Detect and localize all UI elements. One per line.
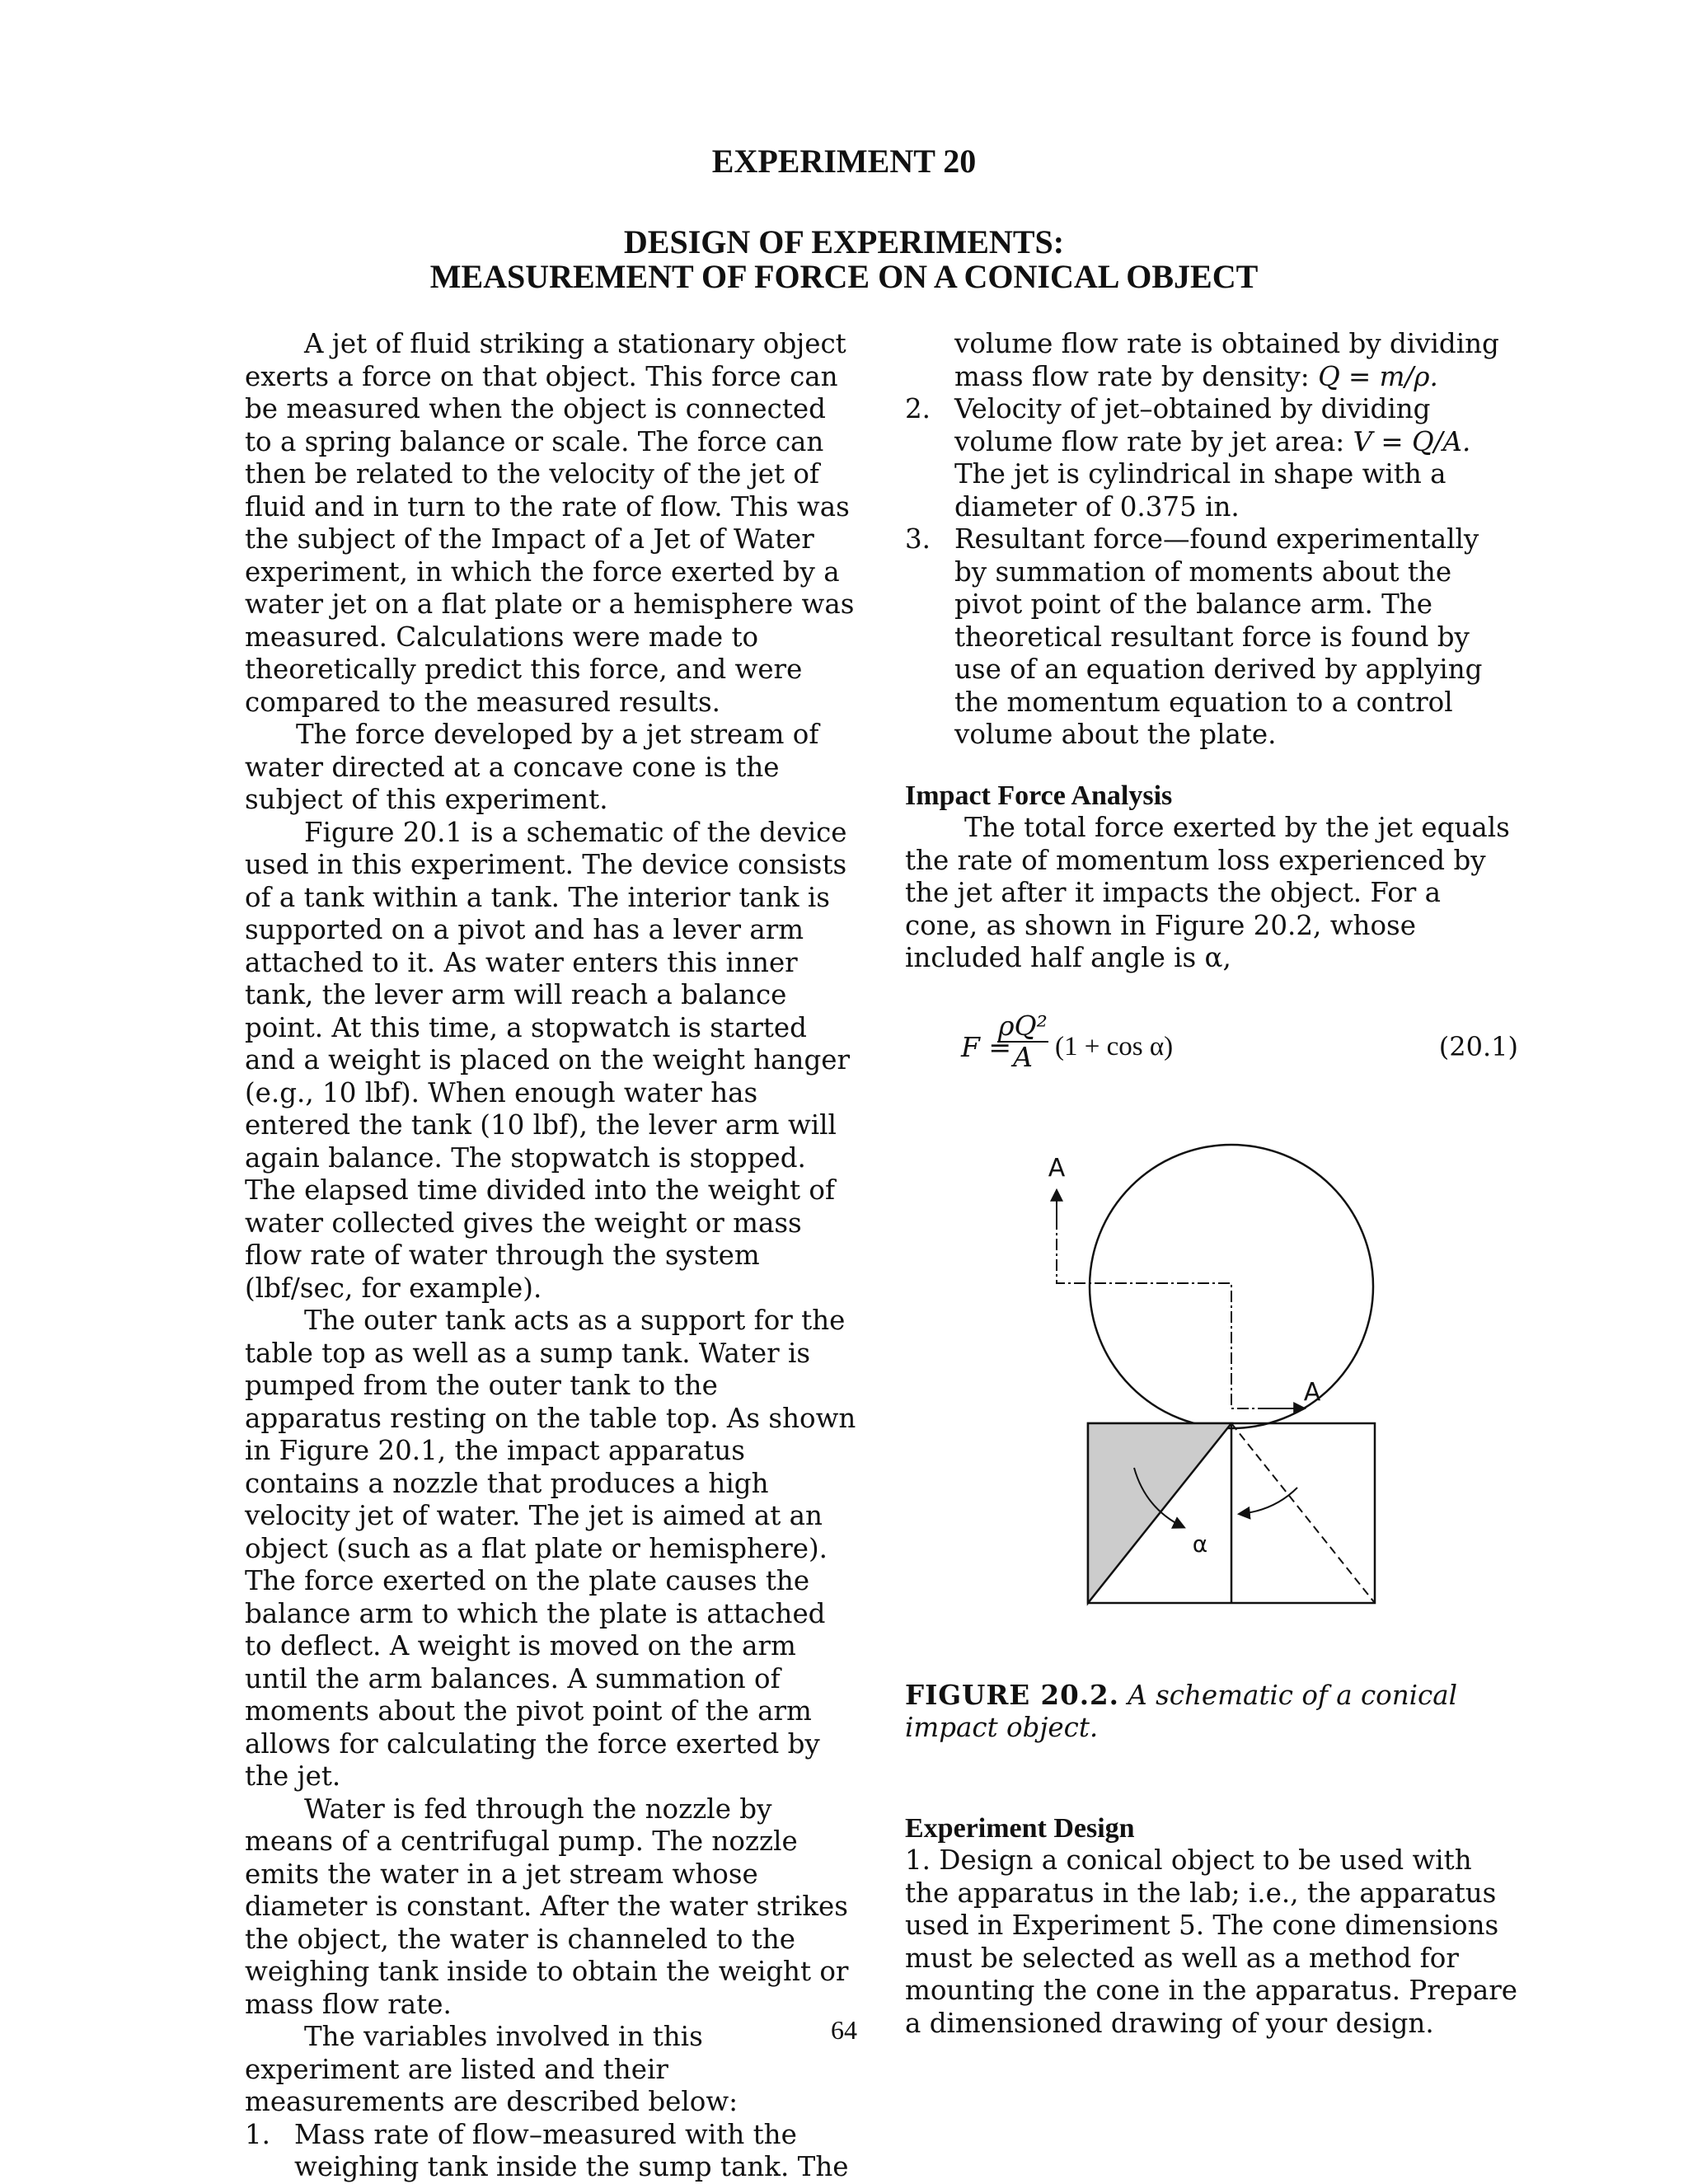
page-title-line2: MEASUREMENT OF FORCE ON A CONICAL OBJECT <box>429 258 1259 295</box>
equation-numerator: ρQ² <box>998 1009 1048 1042</box>
list-item-text: Resultant force—found experimentally by summation of moments about the pivot point of the balance arm. The theoretical resultant force is found by use of an equation derived by applying the momentum equation to a control volume about the plate. <box>954 523 1483 750</box>
cone-mirror-dashed-line <box>1231 1423 1375 1603</box>
angle-arc-arrow <box>1240 1488 1297 1514</box>
paragraph-impact: The total force exerted by the jet equals the rate of momentum loss experienced by the jet after it impacts the object. For a cone, as shown in Figure 20.2, whose included half angle is α, <box>905 812 1510 973</box>
list-item-text: Velocity of jet–obtained by dividing volume flow rate by jet area: <box>954 393 1431 457</box>
list-item-resultant-force <box>905 523 1518 752</box>
list-number: 1. <box>245 2118 271 2150</box>
paragraph-pump: Water is fed through the nozzle by means of a centrifugal pump. The nozzle emits the water in a jet stream whose diameter is constant. After the water strikes the object, the water is channeled to the weighing tank inside to obtain the weight or mass flow rate. <box>245 1793 849 2020</box>
caption-label: FIGURE 20.2. <box>905 1678 1119 1711</box>
section-heading-design: Experiment Design <box>905 1812 1135 1844</box>
paragraph-variables: The variables involved in this experiment are listed and their measurements are described below: <box>245 2021 738 2117</box>
list-number: 3. <box>905 523 931 555</box>
paragraph-outer-tank: The outer tank acts as a support for the table top as well as a sump tank. Water is pumped from the outer tank to the apparatus resting on the table top. As shown in Figure 20.1, the impact apparatus contains a nozzle that produces a high velocity jet of water. The jet is aimed at an object (such as a flat plate or hemisphere). The force exerted on the plate causes the balance arm to which the plate is attached to deflect. A weight is moved on the arm until the arm balances. A summation of moments about the pivot point of the arm allows for calculating the force exerted by the jet. <box>245 1305 856 1792</box>
list-item-mass-flow-continued <box>905 328 1518 393</box>
page-number: 64 <box>831 2015 857 2045</box>
formula-volume-flow: Q = m/ρ. <box>1318 360 1438 392</box>
paragraph-intro: A jet of fluid striking a stationary object exerts a force on that object. This force can be measured when the object is connected to a spring balance or scale. The force can then be related to the velocity of the jet of fluid and in turn to the rate of flow. This was the subject of the Impact of a Jet of Water experiment, in which the force exerted by a water jet on a flat plate or a hemisphere was measured. Calculations were made to theoretically predict this force, and were compared to the measured results. <box>245 328 855 718</box>
list-item-text: The jet is cylindrical in shape with a diameter of 0.375 in. <box>954 458 1447 523</box>
equation-20-1 <box>905 1008 1518 1115</box>
paragraph-device: Figure 20.1 is a schematic of the device used in this experiment. The device consists of a tank within a tank. The interior tank is supported on a pivot and has a lever arm attached to it. As water enters this inner tank, the lever arm will reach a balance point. At this time, a stopwatch is started and a weight is placed on the weight hanger (e.g., 10 lbf). When enough water has entered the tank (10 lbf), the lever arm will again balance. The stopwatch is stopped. The elapsed time divided into the weight of water collected gives the weight or mass flow rate of water through the system (lbf/sec, for example). <box>245 816 851 1304</box>
caption-text: A schematic of a conical impact object. <box>905 1679 1458 1743</box>
equation-lhs: F = <box>961 1030 1012 1063</box>
section-label-top: A <box>1048 1153 1066 1183</box>
equation-denominator: A <box>1013 1040 1033 1073</box>
list-number: 2. <box>905 393 931 424</box>
left-column <box>245 328 856 2184</box>
paragraph-design: 1. Design a conical object to be used with the apparatus in the lab; i.e., the apparatus used in Experiment 5. The cone dimensions must be selected as well as a method for mounting the cone in the apparatus. Prepare a dimensioned drawing of your design. <box>905 1844 1517 2039</box>
experiment-number: EXPERIMENT 20 <box>711 143 977 180</box>
list-item-mass-flow <box>245 2119 856 2184</box>
equation-rhs: (1 + cos α) <box>1055 1031 1174 1062</box>
list-item-text: volume flow rate is obtained by dividing mass flow rate by density: <box>954 328 1499 392</box>
cone-wall-shaded <box>1088 1423 1231 1603</box>
equation-fraction <box>997 1011 1048 1072</box>
figure-caption <box>905 1679 1518 1745</box>
equation-number: (20.1) <box>1438 1030 1518 1062</box>
figure-conical-object-schematic <box>905 1130 1518 1657</box>
formula-velocity: V = Q/A. <box>1353 425 1471 457</box>
page-title-line1: DESIGN OF EXPERIMENTS: <box>623 223 1065 260</box>
list-item-velocity <box>905 393 1518 523</box>
list-item-text: Mass rate of flow–measured with the weighing tank inside the sump tank. The <box>294 2118 849 2182</box>
section-label-right: A <box>1303 1377 1321 1407</box>
paragraph-subject: The force developed by a jet stream of water directed at a concave cone is the subject of this experiment. <box>245 719 819 815</box>
right-column <box>905 328 1518 2040</box>
half-angle-label: α <box>1192 1530 1208 1558</box>
section-heading-impact: Impact Force Analysis <box>905 780 1173 811</box>
